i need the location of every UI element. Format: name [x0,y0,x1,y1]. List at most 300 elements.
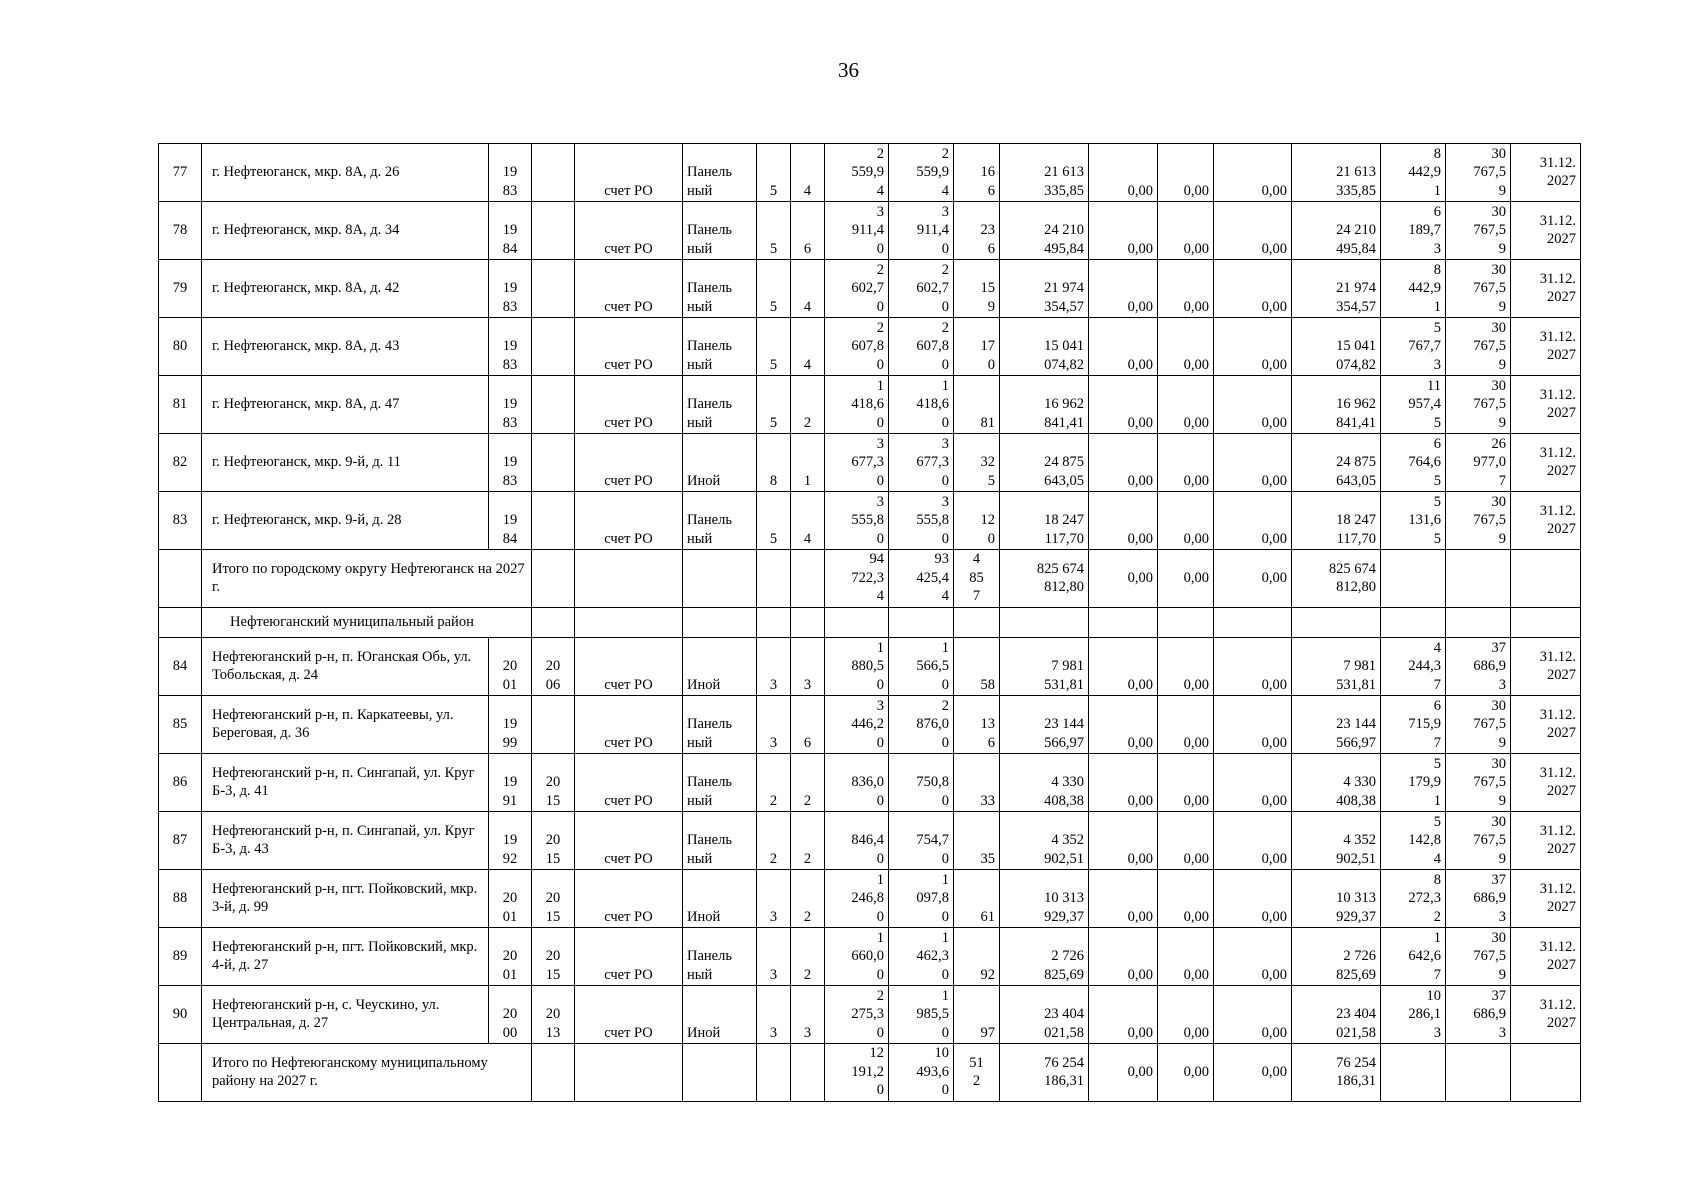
empty-cell [159,608,202,638]
floors-cell: 8 [757,434,791,492]
regional-budget-cell: 0,00 [1158,202,1214,260]
empty-cell [1511,550,1581,608]
owners-funds-cell: 16 962 841,41 [1292,376,1381,434]
wall-material-cell: Панель ный [683,202,757,260]
residents-cell: 61 [954,870,1000,928]
year-repair-cell [532,260,575,318]
cost-total-cell: 24 210 495,84 [1000,202,1089,260]
living-area-cell: 1 418,6 0 [889,376,954,434]
fund-support-cell: 0,00 [1089,144,1158,202]
empty-cell [159,550,202,608]
limit-cost-cell: 30 767,5 9 [1446,202,1511,260]
address-cell: Нефтеюганский р-н, п. Юганская Обь, ул. Тобольская, д. 24 [202,638,489,696]
planned-date-cell: 31.12. 2027 [1511,318,1581,376]
cost-total-sum: 76 254 186,31 [1000,1044,1089,1102]
regional-budget-cell: 0,00 [1158,638,1214,696]
total-row [159,1044,1581,1102]
local-budget-cell: 0,00 [1214,754,1292,812]
limit-cost-cell: 30 767,5 9 [1446,318,1511,376]
year-repair-cell: 20 15 [532,812,575,870]
row-number: 83 [159,492,202,550]
specific-cost-cell: 5 179,9 1 [1381,754,1446,812]
row-number: 80 [159,318,202,376]
living-area-cell: 1 097,8 0 [889,870,954,928]
address-cell: Нефтеюганский р-н, п. Сингапай, ул. Круг Б-3, д. 43 [202,812,489,870]
year-repair-cell [532,318,575,376]
regional-budget-cell: 0,00 [1158,434,1214,492]
table-row [159,434,1581,492]
total-area-cell: 836,0 0 [825,754,889,812]
cost-total-cell: 21 613 335,85 [1000,144,1089,202]
empty-cell [1381,550,1446,608]
fund-support-cell: 0,00 [1089,638,1158,696]
floors-cell: 2 [757,812,791,870]
regional-budget-sum: 0,00 [1158,550,1214,608]
empty-cell [683,608,757,638]
local-budget-cell: 0,00 [1214,260,1292,318]
owners-funds-cell: 4 352 902,51 [1292,812,1381,870]
regional-budget-cell: 0,00 [1158,696,1214,754]
planned-date-cell: 31.12. 2027 [1511,376,1581,434]
limit-cost-cell: 30 767,5 9 [1446,376,1511,434]
residents-sum: 51 2 [954,1044,1000,1102]
wall-material-cell: Панель ный [683,144,757,202]
empty-cell [532,608,575,638]
limit-cost-cell: 30 767,5 9 [1446,492,1511,550]
planned-date-cell: 31.12. 2027 [1511,492,1581,550]
empty-cell [889,608,954,638]
row-number: 87 [159,812,202,870]
year-built-cell: 20 01 [489,638,532,696]
living-area-sum: 93 425,4 4 [889,550,954,608]
local-budget-cell: 0,00 [1214,870,1292,928]
floors-cell: 3 [757,870,791,928]
floors-cell: 5 [757,376,791,434]
entrances-cell: 3 [791,638,825,696]
table-row [159,812,1581,870]
total-area-sum: 12 191,2 0 [825,1044,889,1102]
total-area-cell: 3 446,2 0 [825,696,889,754]
year-repair-cell: 20 15 [532,754,575,812]
year-built-cell: 19 84 [489,202,532,260]
specific-cost-cell: 5 131,6 5 [1381,492,1446,550]
specific-cost-cell: 8 272,3 2 [1381,870,1446,928]
local-budget-cell: 0,00 [1214,928,1292,986]
residents-cell: 92 [954,928,1000,986]
residents-cell: 23 6 [954,202,1000,260]
fund-method-cell: счет РО [575,696,683,754]
living-area-cell: 3 911,4 0 [889,202,954,260]
row-number: 82 [159,434,202,492]
fund-support-cell: 0,00 [1089,260,1158,318]
empty-cell [954,608,1000,638]
address-cell: Нефтеюганский р-н, с. Чеускино, ул. Центральная, д. 27 [202,986,489,1044]
floors-cell: 3 [757,928,791,986]
year-built-cell: 19 92 [489,812,532,870]
owners-funds-cell: 24 210 495,84 [1292,202,1381,260]
specific-cost-cell: 6 715,9 7 [1381,696,1446,754]
fund-support-cell: 0,00 [1089,318,1158,376]
entrances-cell: 4 [791,260,825,318]
planned-date-cell: 31.12. 2027 [1511,754,1581,812]
empty-cell [825,608,889,638]
total-row [159,550,1581,608]
fund-method-cell: счет РО [575,144,683,202]
planned-date-cell: 31.12. 2027 [1511,986,1581,1044]
empty-cell [1446,1044,1511,1102]
year-repair-cell [532,696,575,754]
local-budget-cell: 0,00 [1214,434,1292,492]
fund-support-cell: 0,00 [1089,492,1158,550]
local-budget-cell: 0,00 [1214,986,1292,1044]
planned-date-cell: 31.12. 2027 [1511,434,1581,492]
empty-cell [532,550,575,608]
wall-material-cell: Иной [683,870,757,928]
table-row [159,638,1581,696]
empty-cell [1158,608,1214,638]
group-title: Нефтеюганский муниципальный район [202,608,532,638]
entrances-cell: 4 [791,318,825,376]
floors-cell: 3 [757,638,791,696]
residents-cell: 32 5 [954,434,1000,492]
empty-cell [757,1044,791,1102]
empty-cell [159,1044,202,1102]
floors-cell: 5 [757,202,791,260]
year-built-cell: 19 83 [489,144,532,202]
empty-cell [791,550,825,608]
local-budget-sum: 0,00 [1214,550,1292,608]
local-budget-cell: 0,00 [1214,812,1292,870]
address-cell: Нефтеюганский р-н, п. Сингапай, ул. Круг Б-3, д. 41 [202,754,489,812]
regional-budget-cell: 0,00 [1158,986,1214,1044]
empty-cell [1446,608,1511,638]
planned-date-cell: 31.12. 2027 [1511,638,1581,696]
living-area-cell: 3 555,8 0 [889,492,954,550]
address-cell: г. Нефтеюганск, мкр. 8А, д. 34 [202,202,489,260]
table-row [159,986,1581,1044]
address-cell: г. Нефтеюганск, мкр. 8А, д. 26 [202,144,489,202]
owners-funds-cell: 2 726 825,69 [1292,928,1381,986]
wall-material-cell: Панель ный [683,754,757,812]
year-built-cell: 20 01 [489,870,532,928]
wall-material-cell: Иной [683,986,757,1044]
year-built-cell: 19 83 [489,376,532,434]
local-budget-cell: 0,00 [1214,696,1292,754]
wall-material-cell: Панель ный [683,696,757,754]
wall-material-cell: Иной [683,638,757,696]
floors-cell: 3 [757,696,791,754]
living-area-cell: 750,8 0 [889,754,954,812]
local-budget-cell: 0,00 [1214,144,1292,202]
residents-cell: 35 [954,812,1000,870]
cost-total-cell: 18 247 117,70 [1000,492,1089,550]
fund-method-cell: счет РО [575,986,683,1044]
local-budget-cell: 0,00 [1214,638,1292,696]
address-cell: Нефтеюганский р-н, пгт. Пойковский, мкр. 4-й, д. 27 [202,928,489,986]
fund-method-cell: счет РО [575,754,683,812]
regional-budget-cell: 0,00 [1158,318,1214,376]
year-built-cell: 19 99 [489,696,532,754]
fund-support-cell: 0,00 [1089,434,1158,492]
fund-method-cell: счет РО [575,202,683,260]
address-cell: г. Нефтеюганск, мкр. 9-й, д. 11 [202,434,489,492]
wall-material-cell: Панель ный [683,492,757,550]
fund-support-cell: 0,00 [1089,202,1158,260]
wall-material-cell: Панель ный [683,928,757,986]
specific-cost-cell: 8 442,9 1 [1381,260,1446,318]
total-label: Итого по городскому округу Нефтеюганск на 2027 г. [202,550,532,608]
residents-cell: 12 0 [954,492,1000,550]
residents-cell: 16 6 [954,144,1000,202]
fund-method-cell: счет РО [575,928,683,986]
living-area-sum: 10 493,6 0 [889,1044,954,1102]
entrances-cell: 2 [791,812,825,870]
cost-total-cell: 24 875 643,05 [1000,434,1089,492]
fund-support-cell: 0,00 [1089,812,1158,870]
row-number: 79 [159,260,202,318]
empty-cell [575,1044,683,1102]
cost-total-cell: 2 726 825,69 [1000,928,1089,986]
group-header-row [159,608,1581,638]
entrances-cell: 4 [791,492,825,550]
empty-cell [791,608,825,638]
cost-total-cell: 4 352 902,51 [1000,812,1089,870]
year-repair-cell: 20 06 [532,638,575,696]
floors-cell: 5 [757,144,791,202]
specific-cost-cell: 8 442,9 1 [1381,144,1446,202]
year-repair-cell [532,144,575,202]
year-built-cell: 19 83 [489,260,532,318]
limit-cost-cell: 37 686,9 3 [1446,638,1511,696]
cost-total-cell: 16 962 841,41 [1000,376,1089,434]
empty-cell [1381,1044,1446,1102]
living-area-cell: 1 566,5 0 [889,638,954,696]
row-number: 85 [159,696,202,754]
living-area-cell: 3 677,3 0 [889,434,954,492]
year-repair-cell [532,376,575,434]
owners-funds-cell: 10 313 929,37 [1292,870,1381,928]
limit-cost-cell: 30 767,5 9 [1446,928,1511,986]
table-row [159,376,1581,434]
cost-total-cell: 21 974 354,57 [1000,260,1089,318]
year-built-cell: 19 91 [489,754,532,812]
empty-cell [757,550,791,608]
row-number: 81 [159,376,202,434]
empty-cell [791,1044,825,1102]
capital-repair-table [158,143,1581,1102]
empty-cell [1446,550,1511,608]
total-area-cell: 3 555,8 0 [825,492,889,550]
entrances-cell: 2 [791,376,825,434]
specific-cost-cell: 5 142,8 4 [1381,812,1446,870]
planned-date-cell: 31.12. 2027 [1511,870,1581,928]
entrances-cell: 2 [791,928,825,986]
empty-cell [1292,608,1381,638]
owners-funds-cell: 24 875 643,05 [1292,434,1381,492]
empty-cell [1089,608,1158,638]
fund-support-sum: 0,00 [1089,550,1158,608]
total-area-cell: 2 602,7 0 [825,260,889,318]
cost-total-sum: 825 674 812,80 [1000,550,1089,608]
regional-budget-sum: 0,00 [1158,1044,1214,1102]
total-area-cell: 1 246,8 0 [825,870,889,928]
cost-total-cell: 10 313 929,37 [1000,870,1089,928]
total-area-cell: 1 660,0 0 [825,928,889,986]
owners-funds-cell: 15 041 074,82 [1292,318,1381,376]
fund-method-cell: счет РО [575,318,683,376]
total-area-cell: 2 275,3 0 [825,986,889,1044]
year-repair-cell: 20 15 [532,870,575,928]
owners-funds-cell: 21 613 335,85 [1292,144,1381,202]
fund-support-cell: 0,00 [1089,870,1158,928]
empty-cell [1511,608,1581,638]
year-built-cell: 19 83 [489,434,532,492]
entrances-cell: 2 [791,870,825,928]
wall-material-cell: Панель ный [683,376,757,434]
local-budget-sum: 0,00 [1214,1044,1292,1102]
floors-cell: 5 [757,318,791,376]
floors-cell: 2 [757,754,791,812]
row-number: 86 [159,754,202,812]
year-built-cell: 20 00 [489,986,532,1044]
cost-total-cell: 15 041 074,82 [1000,318,1089,376]
residents-cell: 81 [954,376,1000,434]
table-row [159,928,1581,986]
row-number: 89 [159,928,202,986]
limit-cost-cell: 30 767,5 9 [1446,696,1511,754]
local-budget-cell: 0,00 [1214,376,1292,434]
regional-budget-cell: 0,00 [1158,928,1214,986]
residents-cell: 33 [954,754,1000,812]
empty-cell [1511,1044,1581,1102]
floors-cell: 5 [757,260,791,318]
cost-total-cell: 23 144 566,97 [1000,696,1089,754]
total-area-cell: 3 911,4 0 [825,202,889,260]
empty-cell [575,608,683,638]
entrances-cell: 4 [791,144,825,202]
table-row [159,202,1581,260]
row-number: 84 [159,638,202,696]
residents-cell: 17 0 [954,318,1000,376]
wall-material-cell: Панель ный [683,318,757,376]
table-row [159,870,1581,928]
planned-date-cell: 31.12. 2027 [1511,812,1581,870]
floors-cell: 5 [757,492,791,550]
total-area-cell: 846,4 0 [825,812,889,870]
fund-method-cell: счет РО [575,870,683,928]
cost-total-cell: 7 981 531,81 [1000,638,1089,696]
specific-cost-cell: 5 767,7 3 [1381,318,1446,376]
fund-support-cell: 0,00 [1089,376,1158,434]
residents-sum: 4 85 7 [954,550,1000,608]
fund-method-cell: счет РО [575,376,683,434]
total-area-cell: 2 559,9 4 [825,144,889,202]
year-built-cell: 19 83 [489,318,532,376]
local-budget-cell: 0,00 [1214,202,1292,260]
empty-cell [683,550,757,608]
empty-cell [757,608,791,638]
total-area-cell: 1 418,6 0 [825,376,889,434]
local-budget-cell: 0,00 [1214,318,1292,376]
owners-funds-sum: 825 674 812,80 [1292,550,1381,608]
table-row [159,754,1581,812]
empty-cell [575,550,683,608]
row-number: 88 [159,870,202,928]
regional-budget-cell: 0,00 [1158,144,1214,202]
owners-funds-cell: 18 247 117,70 [1292,492,1381,550]
planned-date-cell: 31.12. 2027 [1511,144,1581,202]
fund-support-cell: 0,00 [1089,754,1158,812]
entrances-cell: 6 [791,202,825,260]
owners-funds-cell: 4 330 408,38 [1292,754,1381,812]
fund-support-cell: 0,00 [1089,986,1158,1044]
regional-budget-cell: 0,00 [1158,754,1214,812]
specific-cost-cell: 6 764,6 5 [1381,434,1446,492]
wall-material-cell: Панель ный [683,260,757,318]
fund-support-cell: 0,00 [1089,696,1158,754]
year-repair-cell: 20 13 [532,986,575,1044]
fund-support-sum: 0,00 [1089,1044,1158,1102]
table-row [159,492,1581,550]
year-built-cell: 20 01 [489,928,532,986]
row-number: 77 [159,144,202,202]
limit-cost-cell: 37 686,9 3 [1446,870,1511,928]
table-row [159,696,1581,754]
row-number: 90 [159,986,202,1044]
total-area-cell: 1 880,5 0 [825,638,889,696]
living-area-cell: 1 985,5 0 [889,986,954,1044]
living-area-cell: 2 602,7 0 [889,260,954,318]
year-repair-cell [532,492,575,550]
table-row [159,318,1581,376]
owners-funds-cell: 21 974 354,57 [1292,260,1381,318]
entrances-cell: 2 [791,754,825,812]
residents-cell: 13 6 [954,696,1000,754]
specific-cost-cell: 11 957,4 5 [1381,376,1446,434]
owners-funds-cell: 7 981 531,81 [1292,638,1381,696]
limit-cost-cell: 30 767,5 9 [1446,144,1511,202]
fund-method-cell: счет РО [575,434,683,492]
fund-method-cell: счет РО [575,260,683,318]
address-cell: г. Нефтеюганск, мкр. 8А, д. 47 [202,376,489,434]
address-cell: Нефтеюганский р-н, пгт. Пойковский, мкр. 3-й, д. 99 [202,870,489,928]
cost-total-cell: 23 404 021,58 [1000,986,1089,1044]
address-cell: г. Нефтеюганск, мкр. 8А, д. 42 [202,260,489,318]
residents-cell: 97 [954,986,1000,1044]
limit-cost-cell: 30 767,5 9 [1446,260,1511,318]
limit-cost-cell: 37 686,9 3 [1446,986,1511,1044]
living-area-cell: 1 462,3 0 [889,928,954,986]
regional-budget-cell: 0,00 [1158,870,1214,928]
total-area-cell: 2 607,8 0 [825,318,889,376]
limit-cost-cell: 30 767,5 9 [1446,812,1511,870]
address-cell: г. Нефтеюганск, мкр. 9-й, д. 28 [202,492,489,550]
empty-cell [1381,608,1446,638]
entrances-cell: 1 [791,434,825,492]
entrances-cell: 6 [791,696,825,754]
regional-budget-cell: 0,00 [1158,260,1214,318]
total-area-cell: 3 677,3 0 [825,434,889,492]
regional-budget-cell: 0,00 [1158,376,1214,434]
planned-date-cell: 31.12. 2027 [1511,260,1581,318]
regional-budget-cell: 0,00 [1158,492,1214,550]
residents-cell: 58 [954,638,1000,696]
page-number: 36 [838,58,859,82]
empty-cell [1000,608,1089,638]
entrances-cell: 3 [791,986,825,1044]
wall-material-cell: Панель ный [683,812,757,870]
living-area-cell: 754,7 0 [889,812,954,870]
